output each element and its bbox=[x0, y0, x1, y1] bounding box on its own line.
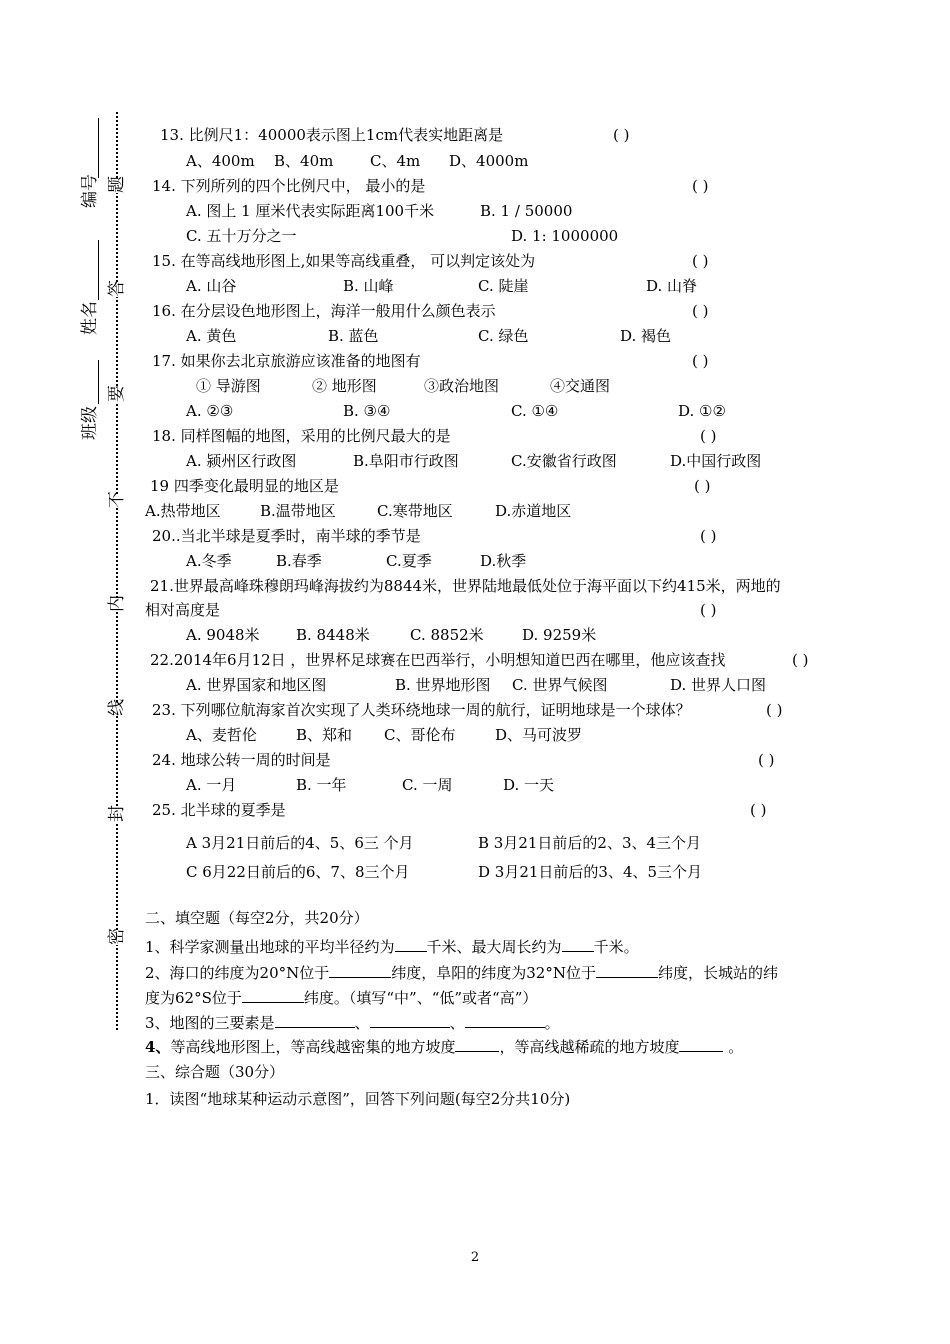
option-b: B、郑和 bbox=[296, 726, 353, 744]
option-b: B.春季 bbox=[276, 552, 322, 570]
option-d: D. 山脊 bbox=[646, 277, 698, 295]
name-label: 姓名 bbox=[80, 301, 100, 335]
option-c: C、4m bbox=[370, 152, 421, 170]
option-b: B 3月21日前后的2、3、4三个月 bbox=[478, 834, 702, 852]
option-c: C.夏季 bbox=[386, 552, 432, 570]
map-type-3: ③政治地图 bbox=[424, 377, 500, 395]
seal-char: 不 bbox=[107, 491, 127, 508]
option-b: B. 1 / 50000 bbox=[480, 202, 573, 220]
option-b: B.温带地区 bbox=[260, 502, 336, 520]
seal-char: 要 bbox=[107, 385, 127, 402]
option-b: B. ③④ bbox=[343, 402, 391, 420]
seal-char: 线 bbox=[107, 699, 127, 716]
map-type-2: ② 地形图 bbox=[312, 377, 377, 395]
option-c: C 6月22日前后的6、7、8三个月 bbox=[186, 863, 410, 881]
question-24: 24. 地球公转一周的时间是 bbox=[152, 751, 331, 769]
fill-question-2: 2、海口的纬度为20°N位于 纬度，阜阳的纬度为32°N位于 纬度，长城站的纬 bbox=[145, 964, 778, 982]
option-d: D. 世界人口图 bbox=[670, 676, 767, 694]
answer-paren: ( ) bbox=[766, 701, 783, 719]
answer-blank[interactable] bbox=[679, 1051, 723, 1052]
map-type-1: ① 导游图 bbox=[196, 377, 261, 395]
map-type-4: ④交通图 bbox=[550, 377, 611, 395]
answer-paren: ( ) bbox=[750, 801, 767, 819]
option-a: A. 世界国家和地区图 bbox=[186, 676, 327, 694]
option-a: A. 图上 1 厘米代表实际距离100千米 bbox=[186, 202, 435, 220]
number-label: 编号 bbox=[80, 174, 100, 208]
answer-paren: ( ) bbox=[758, 751, 775, 769]
option-d: D、马可波罗 bbox=[495, 726, 583, 744]
option-b: B. 世界地形图 bbox=[395, 676, 491, 694]
question-21-cont: 相对高度是 bbox=[145, 601, 221, 619]
answer-paren: ( ) bbox=[692, 302, 709, 320]
option-a: A. 山谷 bbox=[186, 277, 237, 295]
seal-char: 答 bbox=[107, 280, 127, 297]
answer-paren: ( ) bbox=[694, 477, 711, 495]
option-d: D.中国行政图 bbox=[670, 452, 762, 470]
fill-question-4: 4、等高线地形图上，等高线越密集的地方坡度 ，等高线越稀疏的地方坡度 。 bbox=[145, 1038, 744, 1056]
answer-blank[interactable] bbox=[596, 977, 658, 978]
answer-blank[interactable] bbox=[275, 1027, 355, 1028]
name-blank bbox=[98, 240, 99, 300]
option-d: D.秋季 bbox=[480, 552, 527, 570]
option-a: A. 颍州区行政图 bbox=[186, 452, 297, 470]
option-a: A.冬季 bbox=[186, 552, 232, 570]
answer-paren: ( ) bbox=[692, 352, 709, 370]
fill-question-3: 3、地图的三要素是 、 、 。 bbox=[145, 1014, 560, 1032]
answer-paren: ( ) bbox=[700, 427, 717, 445]
fill-question-1: 1、科学家测量出地球的平均半径约为 千米、最大周长约为 千米。 bbox=[145, 938, 639, 956]
option-a: A. ②③ bbox=[186, 402, 234, 420]
option-b: B.阜阳市行政图 bbox=[353, 452, 459, 470]
answer-blank[interactable] bbox=[329, 977, 391, 978]
option-a: A、400m bbox=[186, 152, 255, 170]
option-c: C. 绿色 bbox=[478, 327, 529, 345]
question-18: 18. 同样图幅的地图，采用的比例尺最大的是 bbox=[152, 427, 451, 445]
question-21: 21.世界最高峰珠穆朗玛峰海拔约为8844米，世界陆地最低处位于海平面以下约415米，两地的 bbox=[150, 577, 781, 595]
class-blank bbox=[98, 360, 99, 404]
option-a: A.热带地区 bbox=[145, 502, 221, 520]
option-d: D. ①② bbox=[678, 402, 726, 420]
seal-char: 题 bbox=[107, 176, 127, 193]
question-20: 20..当北半球是夏季时，南半球的季节是 bbox=[152, 527, 421, 545]
seal-dotted-line bbox=[116, 112, 118, 1030]
question-13: 13. 比例尺1：40000表示图上1cm代表实地距离是 bbox=[160, 126, 504, 144]
option-d: D. 9259米 bbox=[522, 626, 597, 644]
option-d: D 3月21日前后的3、4、5三个月 bbox=[478, 863, 703, 881]
answer-blank[interactable] bbox=[455, 1051, 499, 1052]
option-d: D. 褐色 bbox=[620, 327, 672, 345]
number-blank bbox=[98, 118, 99, 178]
option-c: C、哥伦布 bbox=[384, 726, 456, 744]
question-22: 22.2014年6月12日 ，世界杯足球赛在巴西举行，小明想知道巴西在哪里，他应该查找 bbox=[150, 651, 726, 669]
answer-blank[interactable] bbox=[242, 1002, 304, 1003]
option-d: D、4000m bbox=[449, 152, 529, 170]
option-c: C.寒带地区 bbox=[377, 502, 453, 520]
question-16: 16. 在分层设色地形图上，海洋一般用什么颜色表示 bbox=[152, 302, 496, 320]
option-c: C. 一周 bbox=[402, 776, 453, 794]
section-2-title: 二、填空题（每空2分，共20分） bbox=[145, 909, 369, 927]
answer-paren: ( ) bbox=[613, 126, 630, 144]
option-c: C.安徽省行政图 bbox=[511, 452, 617, 470]
option-a: A. 9048米 bbox=[186, 626, 260, 644]
answer-blank[interactable] bbox=[370, 1027, 450, 1028]
question-23: 23. 下列哪位航海家首次实现了人类环绕地球一周的航行，证明地球是一个球体？ bbox=[152, 701, 691, 719]
page-number: 2 bbox=[470, 1250, 480, 1265]
seal-char: 密 bbox=[107, 928, 127, 945]
answer-blank[interactable] bbox=[562, 951, 594, 952]
question-19: 19 四季变化最明显的地区是 bbox=[150, 477, 339, 495]
option-c: C. ①④ bbox=[511, 402, 559, 420]
answer-paren: ( ) bbox=[692, 252, 709, 270]
option-a: A. 一月 bbox=[186, 776, 237, 794]
answer-paren: ( ) bbox=[700, 601, 717, 619]
answer-blank[interactable] bbox=[395, 951, 427, 952]
option-b: B. 山峰 bbox=[343, 277, 394, 295]
question-15: 15. 在等高线地形图上,如果等高线重叠， 可以判定该处为 bbox=[152, 252, 536, 270]
comprehensive-question-1: 1．读图“地球某种运动示意图”，回答下列问题(每空2分共10分) bbox=[145, 1090, 571, 1108]
option-c: C. 五十万分之一 bbox=[186, 227, 297, 245]
answer-paren: ( ) bbox=[792, 651, 809, 669]
answer-paren: ( ) bbox=[700, 527, 717, 545]
option-c: C. 陡崖 bbox=[478, 277, 529, 295]
option-a: A、麦哲伦 bbox=[186, 726, 257, 744]
answer-blank[interactable] bbox=[465, 1027, 545, 1028]
seal-char: 内 bbox=[107, 595, 127, 612]
section-3-title: 三、综合题（30分） bbox=[145, 1063, 285, 1081]
option-a: A 3月21日前后的4、5、6三 个月 bbox=[186, 834, 414, 852]
option-c: C. 8852米 bbox=[410, 626, 484, 644]
seal-char: 封 bbox=[107, 805, 127, 822]
option-b: B. 一年 bbox=[296, 776, 347, 794]
option-b: B、40m bbox=[274, 152, 334, 170]
option-b: B. 蓝色 bbox=[328, 327, 379, 345]
option-b: B. 8448米 bbox=[296, 626, 370, 644]
option-d: D. 一天 bbox=[503, 776, 555, 794]
option-d: D.赤道地区 bbox=[495, 502, 572, 520]
question-17: 17. 如果你去北京旅游应该准备的地图有 bbox=[152, 352, 421, 370]
question-25: 25. 北半球的夏季是 bbox=[152, 801, 286, 819]
option-d: D. 1: 1000000 bbox=[511, 227, 619, 245]
answer-paren: ( ) bbox=[692, 177, 709, 195]
option-c: C. 世界气候图 bbox=[512, 676, 608, 694]
fill-question-2-cont: 度为62°S位于 纬度。（填写“中”、“低”或者“高”） bbox=[145, 989, 538, 1007]
option-a: A. 黄色 bbox=[186, 327, 237, 345]
class-label: 班级 bbox=[80, 406, 100, 440]
question-14: 14. 下列所列的四个比例尺中， 最小的是 bbox=[152, 177, 426, 195]
